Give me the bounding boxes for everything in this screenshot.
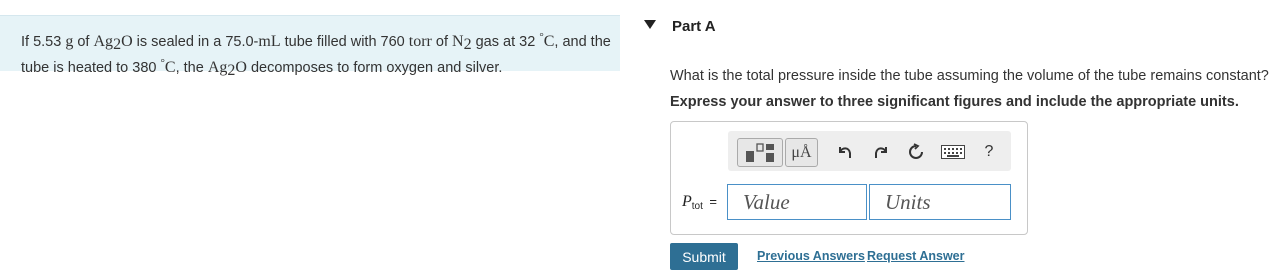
units-icon: μÅ <box>791 143 812 161</box>
question-text: What is the total pressure inside the tube assuming the volume of the tube remains constant? <box>670 68 1269 84</box>
keyboard-icon <box>941 145 965 159</box>
templates-button[interactable] <box>737 138 783 167</box>
redo-button[interactable] <box>868 138 894 165</box>
units-input[interactable] <box>869 184 1011 220</box>
undo-icon <box>836 143 854 161</box>
math-toolbar <box>728 131 1011 171</box>
keyboard-button[interactable] <box>938 138 968 165</box>
part-title: Part A <box>672 18 716 35</box>
answer-label: $P_{tot}$ = <box>682 193 717 212</box>
problem-panel <box>0 15 620 79</box>
value-input[interactable] <box>727 184 867 220</box>
redo-icon <box>872 143 890 161</box>
instruction-text: Express your answer to three significant figures and include the appropriate units. <box>670 94 1239 110</box>
problem-statement: If 5.53 g of $Ag_2O$ is sealed in a 75.0-mL tube filled with 760 torr of $N_2$ gas at 32 °C, and the tube is heated to 380 °C, the $Ag_2O$ decomposes to form oxygen and silver. <box>21 31 611 79</box>
help-button[interactable] <box>978 138 1000 165</box>
reset-icon <box>907 143 925 161</box>
templates-icon <box>744 143 776 163</box>
previous-answers-link[interactable]: Previous Answers <box>757 249 865 263</box>
collapse-toggle-icon[interactable] <box>644 20 656 29</box>
units-button[interactable] <box>785 138 818 167</box>
request-answer-link[interactable]: Request Answer <box>867 249 965 263</box>
help-icon: ? <box>984 142 994 160</box>
submit-button[interactable]: Submit <box>670 243 738 270</box>
undo-button[interactable] <box>832 138 858 165</box>
reset-button[interactable] <box>903 138 929 165</box>
